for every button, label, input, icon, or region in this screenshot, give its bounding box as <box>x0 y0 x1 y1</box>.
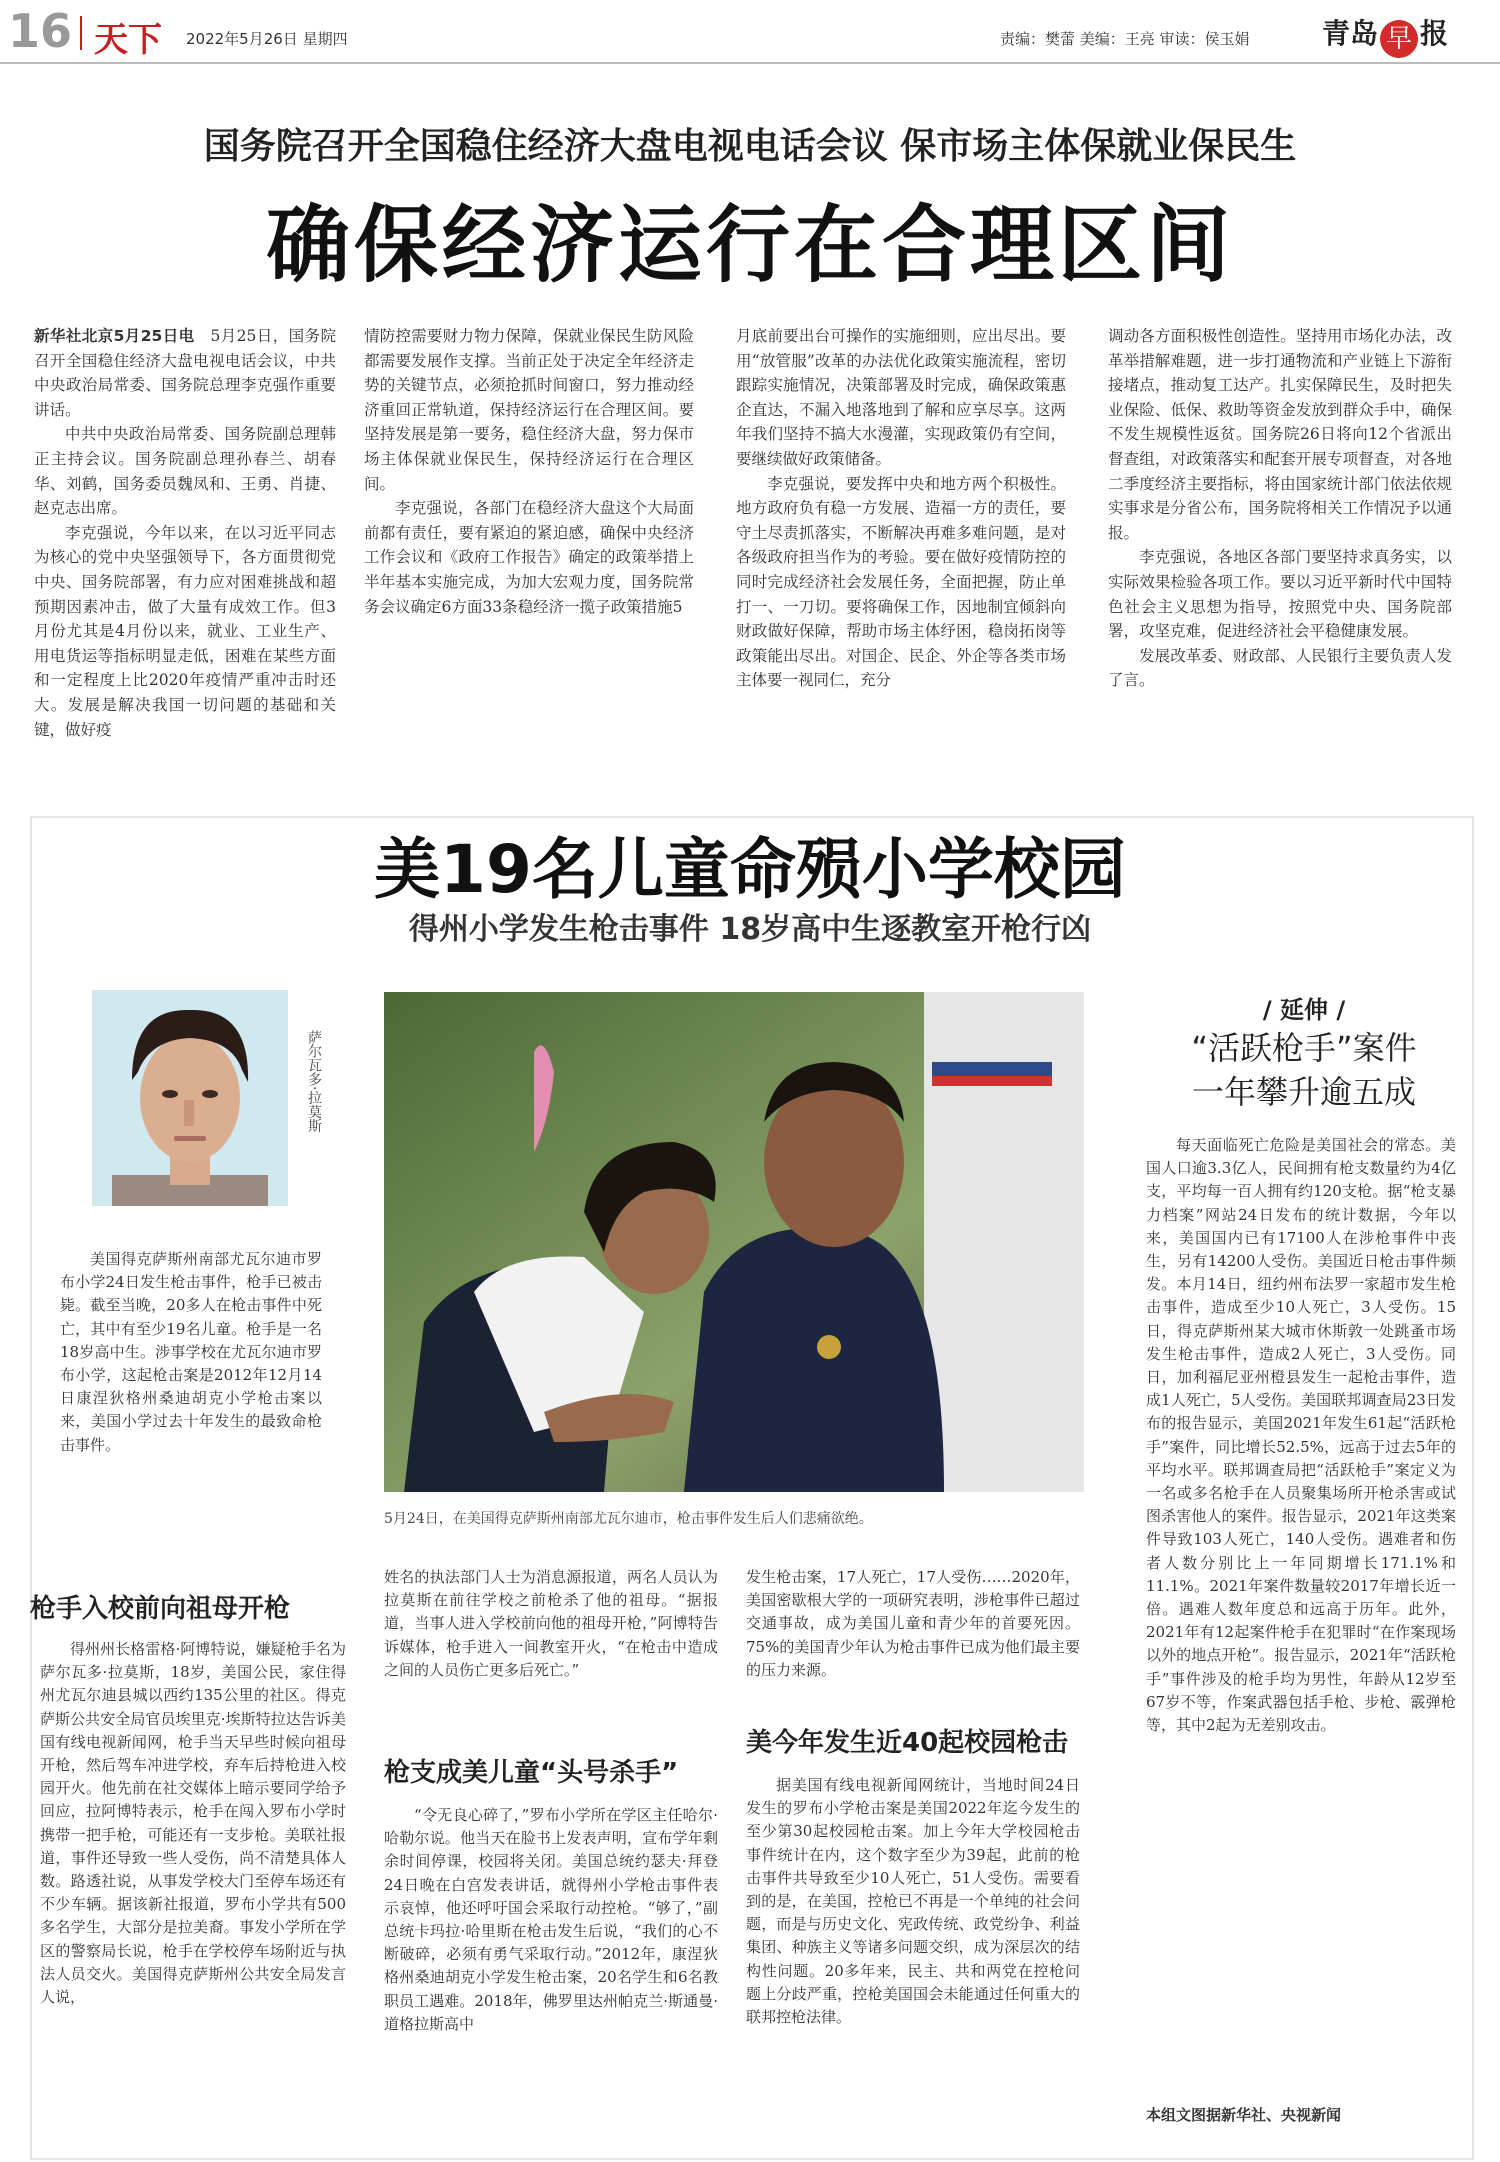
newspaper-logo <box>1322 12 1492 52</box>
story1-col1-p3: 李克强说，今年以来，在以习近平同志为核心的党中央坚强领导下，各方面贯彻党中央、国务院部署，有力应对困难挑战和超预期因素冲击，做了大量有成效工作。但3月份尤其是4月份以来，就业、工业生产、用电货运等指标明显走低，困难在某些方面和一定程度上比2020年疫情严重冲击时还大。发展是解决我国一切问题的基础和关键，做好疫 <box>34 523 336 739</box>
logo-text-left: 青岛 <box>1322 17 1379 50</box>
story2-col2-bottom-text: “令无良心碎了，”罗布小学所在学区主任哈尔·哈勒尔说。他当天在脸书上发表声明，宣布学年剩余时间停课，校园将关闭。美国总统约瑟夫·拜登24日晚在白宫发表讲话，就得州小学枪击事件表示哀悼，他还呼吁国会采取行动控枪。“够了，”副总统卡玛拉·哈里斯在枪击发生后说，“我们的心不断破碎，必须有勇气采取行动。”2012年，康涅狄格州桑迪胡克小学发生枪击案，20名学生和6名教职员工遇难。2018年，佛罗里达州帕克兰·斯通曼·道格拉斯高中 <box>384 1806 718 2033</box>
section-name: 天下 <box>94 20 162 60</box>
main-photo-caption: 5月24日，在美国得克萨斯州南部尤瓦尔迪市，枪击事件发生后人们悲痛欲绝。 <box>384 1511 873 1527</box>
subhead-school-shootings: 美今年发生近40起校园枪击 <box>746 1728 1069 1758</box>
story2-col3-top-text: 发生枪击案，17人死亡，17人受伤……2020年，美国密歇根大学的一项研究表明，涉枪事件已超过交通事故，成为美国儿童和青少年的首要死因。75%的美国青少年认为枪击事件已成为他们最主要的压力来源。 <box>746 1568 1080 1679</box>
story1-dateline: 新华社北京5月25日电 <box>34 327 195 345</box>
subhead-gunman: 枪手入校前向祖母开枪 <box>30 1594 291 1624</box>
story1-col4-p3: 发展改革委、财政部、人民银行主要负责人发了言。 <box>1108 646 1452 690</box>
story1-col4-p1: 调动各方面积极性创造性。坚持用市场化办法，改革举措解难题，进一步打通物流和产业链上下游衔接堵点，推动复工达产。扎实保障民生，及时把失业保险、低保、救助等资金发放到群众手中，确保不发生规模性返贫。国务院26日将向12个省派出督查组，对政策落实和配套开展专项督查，对各地二季度经济主要指标，将由国家统计部门依法依规实事求是分省公布，国务院将相关工作情况予以通报。 <box>1108 327 1452 542</box>
story2-column-2-bottom <box>384 1804 718 2144</box>
story1-column-1 <box>34 324 336 748</box>
sidebar-label: / 延伸 / <box>1262 996 1346 1024</box>
story2-headline <box>0 816 1500 911</box>
publication-date: 2022年5月26日 星期四 <box>186 30 348 48</box>
story2-headline-text: 美19名儿童命殒小学校园 <box>348 831 1152 908</box>
source-credit: 本组文图据新华社、央视新闻 <box>1146 2106 1342 2124</box>
story1-col1-p1: 5月25日，国务院召开全国稳住经济大盘电视电话会议，中共中央政治局常委、国务院总理李克强作重要讲话。 <box>34 327 336 419</box>
story2-deck: 得州小学发生枪击事件 18岁高中生逐教室开枪行凶 <box>408 912 1092 947</box>
story1-column-3 <box>736 324 1066 748</box>
sidebar-title-line-2: 一年攀升逾五成 <box>1191 1073 1416 1111</box>
header-divider <box>80 16 82 50</box>
story1-col3-p2: 李克强说，要发挥中央和地方两个积极性。地方政府负有稳一方发展、造福一方的责任，要守土尽责抓落实，不断解决再难多难问题，是对各级政府担当作为的考验。要在做好疫情防控的同时完成经济社会发展任务，全面把握，防止单打一、一刀切。要将确保工作，因地制宜倾斜向财政做好保障，帮助市场主体纾困，稳岗拓岗等政策能出尽出。对国企、民企、外企等各类市场主体要一视同仁，充分 <box>736 474 1066 690</box>
story1-col1-p2: 中共中央政治局常委、国务院副总理韩正主持会议。国务院副总理孙春兰、胡春华、刘鹤，国务委员魏凤和、王勇、肖捷、赵克志出席。 <box>34 425 336 518</box>
sidebar-body <box>1146 1134 1456 2094</box>
story2-column-1 <box>40 1638 346 2142</box>
page-header <box>0 0 1500 64</box>
story1-column-4 <box>1108 324 1452 748</box>
story2-column-2-top <box>384 1566 718 1728</box>
story2-col3-bottom-text: 据美国有线电视新闻网统计，当地时间24日发生的罗布小学枪击案是美国2022年迄今发生的至少第30起校园枪击案。加上今年大学校园枪击事件统计在内，这个数字至少为39起，此前的枪击事件共导致至少10人死亡，51人受伤。需要看到的是，在美国，控枪已不再是一个单纯的社会问题，而是与历史文化、宪政传统、政党纷争、利益集团、种族主义等诸多问题交织，成为深层次的结构性问题。20多年来，民主、共和两党在控枪问题上分歧严重，控枪美国国会未能通过任何重大的联邦控枪法律。 <box>746 1776 1080 2027</box>
sidebar-title <box>1154 1026 1454 1114</box>
story2-intro-text: 美国得克萨斯州南部尤瓦尔迪市罗布小学24日发生枪击事件，枪手已被击毙。截至当晚，20多人在枪击事件中死亡，其中有至少19名儿童。枪手是一名18岁高中生。涉事学校在尤瓦尔迪市罗布小学，这起枪击案是2012年12月14日康涅狄格州桑迪胡克小学枪击案以来，美国小学过去十年发生的最致命枪击事件。 <box>60 1250 322 1454</box>
story1-col2-p1: 情防控需要财力物力保障，保就业保民生防风险都需要发展作支撑。当前正处于决定全年经济走势的关键节点，必须抢抓时间窗口，努力推动经济重回正常轨道，保持经济运行在合理区间。要坚持发展是第一要务，稳住经济大盘，努力保市场主体保就业保民生，保持经济运行在合理区间。 <box>364 327 694 493</box>
story2-col1-text: 得州州长格雷格·阿博特说，嫌疑枪手名为萨尔瓦多·拉莫斯，18岁，美国公民，家住得州尤瓦尔迪县城以西约135公里的社区。得克萨斯公共安全局官员埃里克·埃斯特拉达告诉美国有线电视新闻网，枪手当天早些时候向祖母开枪，然后驾车冲进学校，弃车后持枪进入校园开火。他先前在社交媒体上暗示要同学给予回应，拉阿博特表示，枪手在闯入罗布小学时携带一把手枪，可能还有一支步枪。美联社报道，事件还导致一些人受伤，尚不清楚具体人数。路透社说，从事发学校大门至停车场还有不少车辆。据该新社报道，罗布小学共有500多名学生，大部分是拉美裔。事发小学所在学区的警察局长说，枪手在学校停车场附近与执法人员交火。美国得克萨斯州公共安全局发言人说， <box>40 1640 346 2007</box>
logo-badge: 早 <box>1380 20 1418 58</box>
story1-headline: 确保经济运行在合理区间 <box>265 196 1234 294</box>
story2-column-3-top <box>746 1566 1080 1696</box>
story1-col3-p1: 月底前要出台可操作的实施细则，应出尽出。要用“放管服”改革的办法优化政策实施流程，密切跟踪实施情况，决策部署及时完成，确保政策惠企直达，不漏入地落地到了解和应享尽享。这两年我们坚持不搞大水漫灌，实现政策仍有空间，要继续做好政策储备。 <box>736 327 1066 468</box>
story1-col2-p2: 李克强说，各部门在稳经济大盘这个大局面前都有责任，要有紧迫的紧迫感，确保中央经济工作会议和《政府工作报告》确定的政策举措上半年基本实施完成，为加大宏观力度，国务院常务会议确定6方面33条稳经济一揽子政策措施5 <box>364 499 694 616</box>
story1-column-2 <box>364 324 694 748</box>
suspect-photo-caption: 萨尔瓦多·拉莫斯 <box>306 1030 322 1133</box>
story1-col4-p2: 李克强说，各地区各部门要坚持求真务实，以实际效果检验各项工作。要以习近平新时代中国特色社会主义思想为指导，按照党中央、国务院部署，攻坚克难，促进经济社会平稳健康发展。 <box>1108 548 1452 641</box>
grieving-people-photo <box>384 992 1084 1492</box>
page-number: 16 <box>8 4 73 58</box>
story2-column-3-bottom <box>746 1774 1080 2144</box>
editor-credits: 责编：樊蕾 美编：王亮 审读：侯玉娟 <box>1000 30 1250 48</box>
suspect-photo <box>92 990 288 1206</box>
story2-col2-top-text: 姓名的执法部门人士为消息源报道，两名人员认为拉莫斯在前往学校之前枪杀了他的祖母。“据报道，当事人进入学校前向他的祖母开枪，”阿博特告诉媒体，枪手进入一间教室开火，“在枪击中造成之间的人员伤亡更多后死亡。” <box>384 1568 718 1679</box>
sidebar-body-text: 每天面临死亡危险是美国社会的常态。美国人口逾3.3亿人，民间拥有枪支数量约为4亿支，平均每一百人拥有约120支枪。据“枪支暴力档案”网站24日发布的统计数据，今年以来，美国国内已有17100人在涉枪事件中丧生，另有14200人受伤。美国近日枪击事件频发。本月14日，纽约州布法罗一家超市发生枪击事件，造成至少10人死亡，3人受伤。15日，得克萨斯州某大城市休斯敦一处跳蚤市场发生枪击事件，造成2人死亡，3人受伤。同日，加利福尼亚州橙县发生一起枪击事件，造成1人死亡，5人受伤。美国联邦调查局23日发布的报告显示，美国2021年发生61起“活跃枪手”案件，同比增长52.5%，远高于过去5年的平均水平。联邦调查局把“活跃枪手”案定义为一名或多名枪手在人员聚集场所开枪杀害或试图杀害他人的案件。报告显示，2021年这类案件导致103人死亡，140人受伤。遇难者和伤者人数分别比上一年同期增长171.1%和11.1%。2021年案件数量较2017年增长近一倍。遇难人数年度总和远高于历年。此外，2021年有12起案件枪手在犯罪时“在作案现场以外的地点开枪”。报告显示，2021年“活跃枪手”事件涉及的枪手均为男性，年龄从12岁至67岁不等，作案武器包括手枪、步枪、霰弹枪等，其中2起为无差别攻击。 <box>1146 1136 1456 1735</box>
logo-text-right: 报 <box>1420 17 1449 50</box>
sidebar-title-line-1: “活跃枪手”案件 <box>1191 1029 1417 1067</box>
subhead-guns-killer: 枪支成美儿童“头号杀手” <box>384 1758 679 1788</box>
story1-kicker: 国务院召开全国稳住经济大盘电视电话会议 保市场主体保就业保民生 <box>203 125 1297 167</box>
story2-intro <box>60 1248 322 1520</box>
